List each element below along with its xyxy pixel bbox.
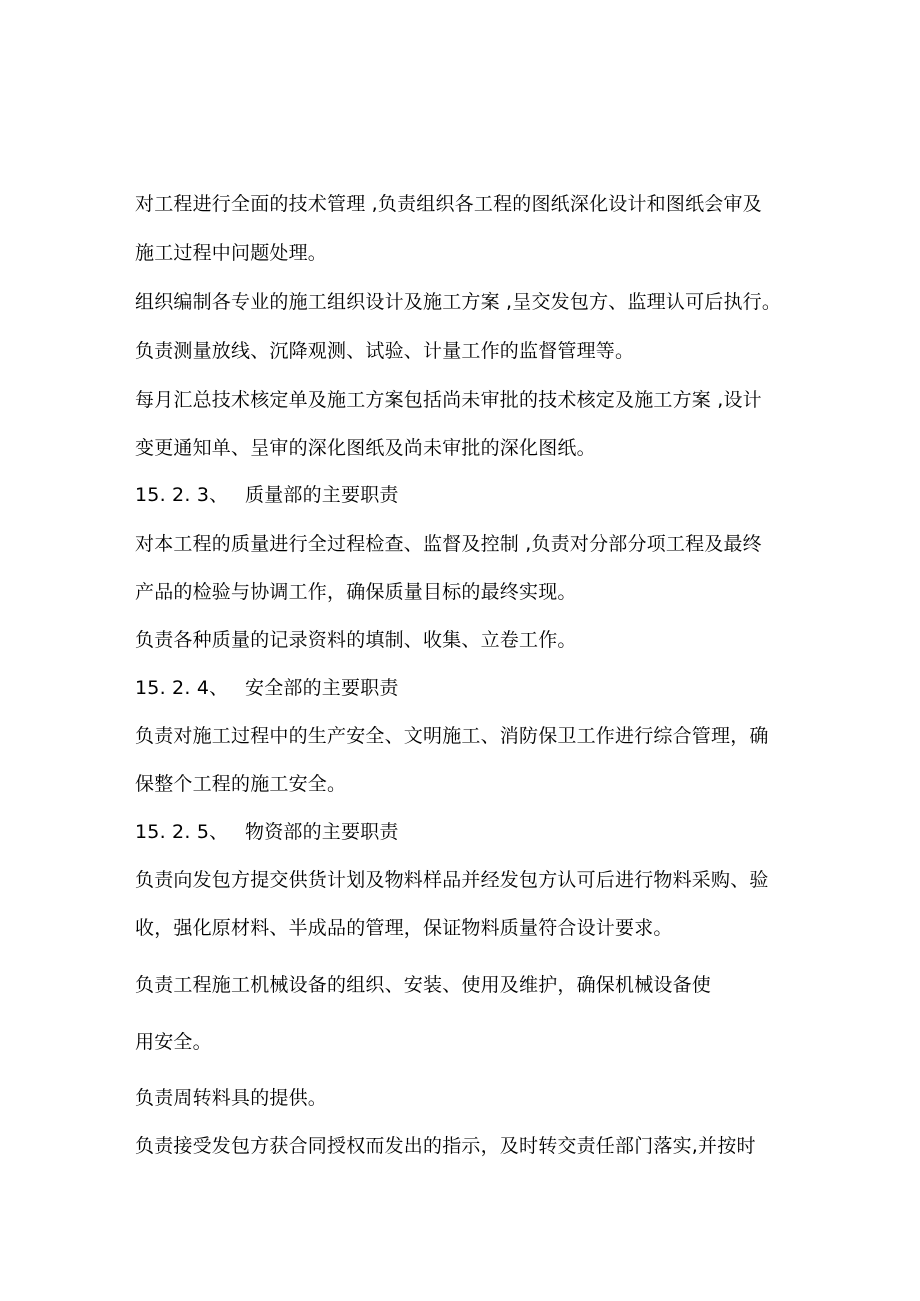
paragraph-line: 产品的检验与协调工作，确保质量目标的最终实现。 (135, 581, 577, 603)
paragraph-line: 负责工程施工机械设备的组织、安装、使用及维护，确保机械设备使 (135, 974, 712, 996)
section-heading (135, 483, 399, 507)
section-heading (135, 820, 399, 844)
section-heading (135, 676, 399, 700)
paragraph-line: 组织编制各专业的施工组织设计及施工方案 ,呈交发包方、监理认可后执行。 (135, 291, 782, 313)
section-number: 15. 2. 5、 (135, 821, 229, 843)
paragraph-line: 变更通知单、呈审的深化图纸及尚未审批的深化图纸。 (135, 437, 596, 459)
paragraph-line: 对本工程的质量进行全过程检查、监督及控制 ,负责对分部分项工程及最终 (135, 533, 762, 555)
paragraph-line: 负责向发包方提交供货计划及物料样品并经发包方认可后进行物料采购、验 (135, 869, 769, 891)
paragraph-line: 每月汇总技术核定单及施工方案包括尚未审批的技术核定及施工方案 ,设计 (135, 389, 762, 411)
paragraph-line: 负责接受发包方获合同授权而发出的指示，及时转交责任部门落实,并按时 (135, 1135, 756, 1157)
section-title: 安全部的主要职责 (245, 677, 399, 699)
paragraph-line: 负责周转料具的提供。 (135, 1087, 328, 1109)
section-title: 物资部的主要职责 (245, 821, 399, 843)
section-number: 15. 2. 3、 (135, 484, 229, 506)
paragraph-line: 负责各种质量的记录资料的填制、收集、立卷工作。 (135, 629, 577, 651)
paragraph-line: 负责对施工过程中的生产安全、文明施工、消防保卫工作进行综合管理，确 (135, 725, 769, 747)
section-number: 15. 2. 4、 (135, 677, 229, 699)
paragraph-line: 收，强化原材料、半成品的管理，保证物料质量符合设计要求。 (135, 917, 673, 939)
section-title: 质量部的主要职责 (245, 484, 399, 506)
paragraph-line: 负责测量放线、沉降观测、试验、计量工作的监督管理等。 (135, 340, 635, 362)
paragraph-line: 对工程进行全面的技术管理 ,负责组织各工程的图纸深化设计和图纸会审及 (135, 193, 762, 215)
paragraph-line: 施工过程中问题处理。 (135, 242, 328, 264)
paragraph-line: 保整个工程的施工安全。 (135, 773, 347, 795)
paragraph-line: 用安全。 (135, 1031, 212, 1053)
